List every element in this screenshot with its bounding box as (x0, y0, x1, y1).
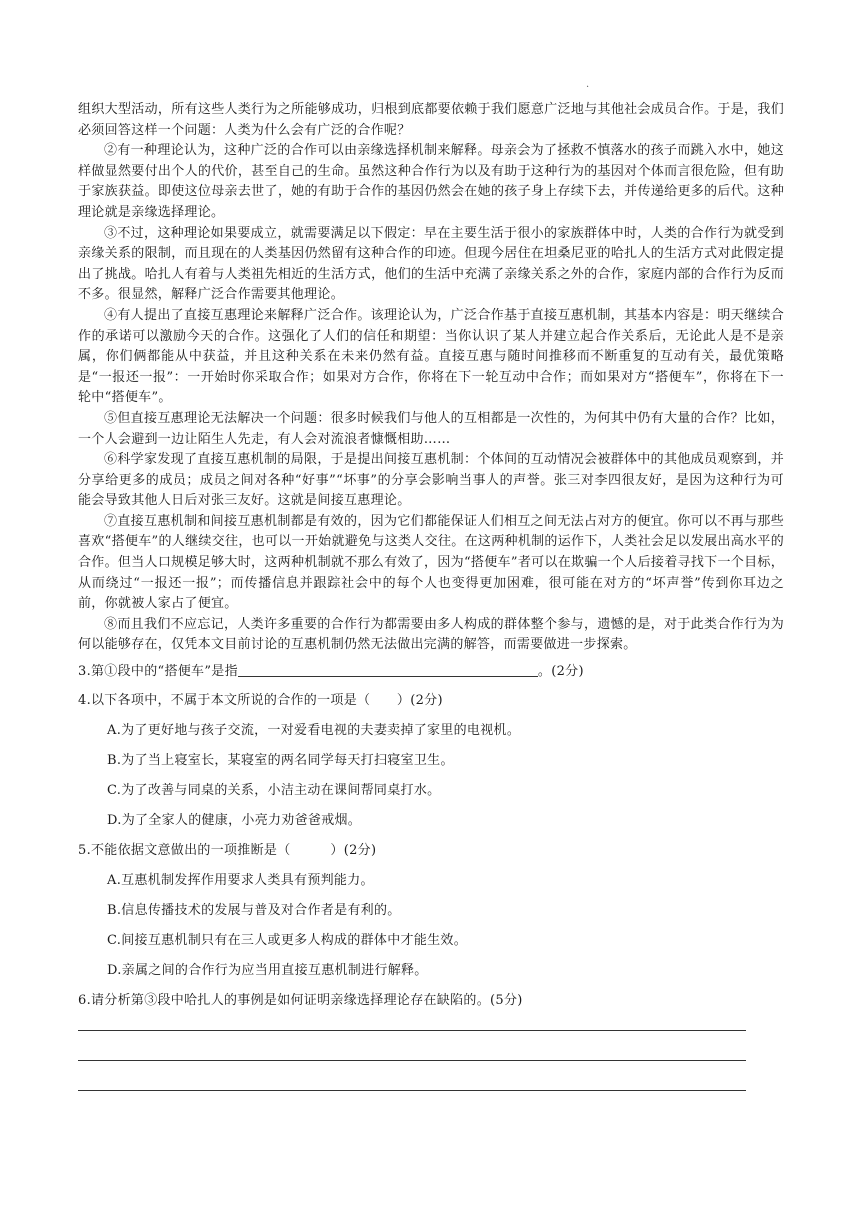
question-3-score: 。(2分) (537, 664, 584, 680)
reading-passage (78, 100, 784, 656)
exam-page (78, 100, 784, 1120)
paragraph-8: ⑧而且我们不应忘记，人类许多重要的合作行为都需要由多人构成的群体整个参与，遗憾的是，对于此类合作行为为何以能够存在，仅凭本文目前讨论的互惠机制仍然无法做出完满的解答，而需要做进一步探索。 (78, 616, 784, 653)
question-3-blank[interactable] (238, 660, 538, 677)
question-3 (78, 658, 784, 686)
question-3-stem: 3.第①段中的“搭便车”是指 (78, 664, 238, 680)
question-4-option-c: C.为了改善与同桌的关系，小洁主动在课间帮同桌打水。 (107, 783, 441, 799)
paragraph-7: ⑦直接互惠机制和间接互惠机制都是有效的，因为它们都能保证人们相互之间无法占对方的便宜。你可以不再与那些喜欢“搭便车”的人继续交往，也可以一开始就避免与这类人交往。在这两种机制的运作下，人类社会足以发展出高水平的合作。但当人口规模足够大时，这两种机制就不那么有效了，因为“搭便车”者可以在欺骗一个人后接着寻找下一个目标，从而绕过“一报还一报”；而传播信息并跟踪社会中的每个人也变得更加困难，很可能在对方的“坏声誉”传到你耳边之前，你就被人家占了便宜。 (78, 513, 784, 612)
paragraph-1-continued: 组织大型活动，所有这些人类行为之所能够成功，归根到底都要依赖于我们愿意广泛地与其他社会成员合作。于是，我们必须回答这样一个问题：人类为什么会有广泛的合作呢？ (78, 102, 784, 138)
question-5-option-c: C.间接互惠机制只有在三人或更多人构成的群体中才能生效。 (107, 933, 468, 949)
question-4-stem: 4.以下各项中，不属于本文所说的合作的一项是（ ）(2分) (78, 693, 443, 709)
answer-line (78, 1030, 746, 1031)
question-6-stem: 6.请分析第③段中哈扎人的事例是如何证明亲缘选择理论存在缺陷的。(5分) (78, 993, 523, 1009)
paragraph-4: ④有人提出了直接互惠理论来解释广泛合作。该理论认为，广泛合作基于直接互惠机制，其基本内容是：明天继续合作的承诺可以激励今天的合作。这强化了人们的信任和期望：当你认识了某人并建立起合作关系后，无论此人是不是亲属，你们俩都能从中获益，并且这种关系在未来仍然有益。直接互惠与随时间推移而不断重复的互动有关，最优策略是“一报还一报”：一开始时你采取合作；如果对方合作，你将在下一轮互动中合作；而如果对方“搭便车”，你将在下一轮中“搭便车”。 (78, 307, 784, 406)
paragraph-3: ③不过，这种理论如果要成立，就需要满足以下假定：早在主要生活于很小的家族群体中时，人类的合作行为就受到亲缘关系的限制，而且现在的人类基因仍然留有这种合作的印迹。但现今居住在坦桑尼亚的哈扎人的生活方式对此假定提出了挑战。哈扎人有着与人类祖先相近的生活方式，他们的生活中充满了亲缘关系之外的合作，家庭内部的合作行为反而不多。很显然，解释广泛合作需要其他理论。 (78, 225, 784, 303)
question-4-option-b: B.为了当上寝室长，某寝室的两名同学每天打扫寝室卫生。 (107, 753, 454, 769)
paragraph-6: ⑥科学家发现了直接互惠机制的局限，于是提出间接互惠机制：个体间的互动情况会被群体中的其他成员观察到，并分享给更多的成员；成员之间对各种“好事”“坏事”的分享会影响当事人的声誉。张三对李四很友好，是因为这种行为可能会导致其他人日后对张三友好。这就是间接互惠理论。 (78, 452, 784, 509)
header-mark: · (586, 82, 590, 93)
paragraph-5: ⑤但直接互惠理论无法解决一个问题：很多时候我们与他人的互相都是一次性的，为何其中仍有大量的合作？比如，一个人会避到一边让陌生人先走，有人会对流浪者慷慨相助…… (78, 410, 784, 447)
answer-line (78, 1090, 746, 1091)
question-5-stem: 5.不能依据文意做出的一项推断是（ ）(2分) (78, 843, 377, 859)
question-5-option-a: A.互惠机制发挥作用要求人类具有预判能力。 (107, 873, 374, 889)
question-5-option-d: D.亲属之间的合作行为应当用直接互惠机制进行解释。 (107, 963, 428, 979)
question-4-option-d: D.为了全家人的健康，小亮力劝爸爸戒烟。 (107, 813, 362, 829)
question-6-answer-area[interactable] (78, 1030, 784, 1091)
question-4-option-a: A.为了更好地与孩子交流，一对爱看电视的夫妻卖掉了家里的电视机。 (107, 723, 521, 739)
answer-line (78, 1060, 746, 1061)
question-5-option-b: B.信息传播技术的发展与普及对合作者是有利的。 (107, 903, 401, 919)
paragraph-2: ②有一种理论认为，这种广泛的合作可以由亲缘选择机制来解释。母亲会为了拯救不慎落水的孩子而跳入水中，她这样做显然要付出个人的代价，甚至自己的生命。虽然这种合作行为以及有助于这种行为的基因对个体而言很危险，但有助于家族获益。即使这位母亲去世了，她的有助于合作的基因仍然会在她的孩子身上存续下去，并传递给更多的后代。这种理论就是亲缘选择理论。 (78, 143, 784, 220)
